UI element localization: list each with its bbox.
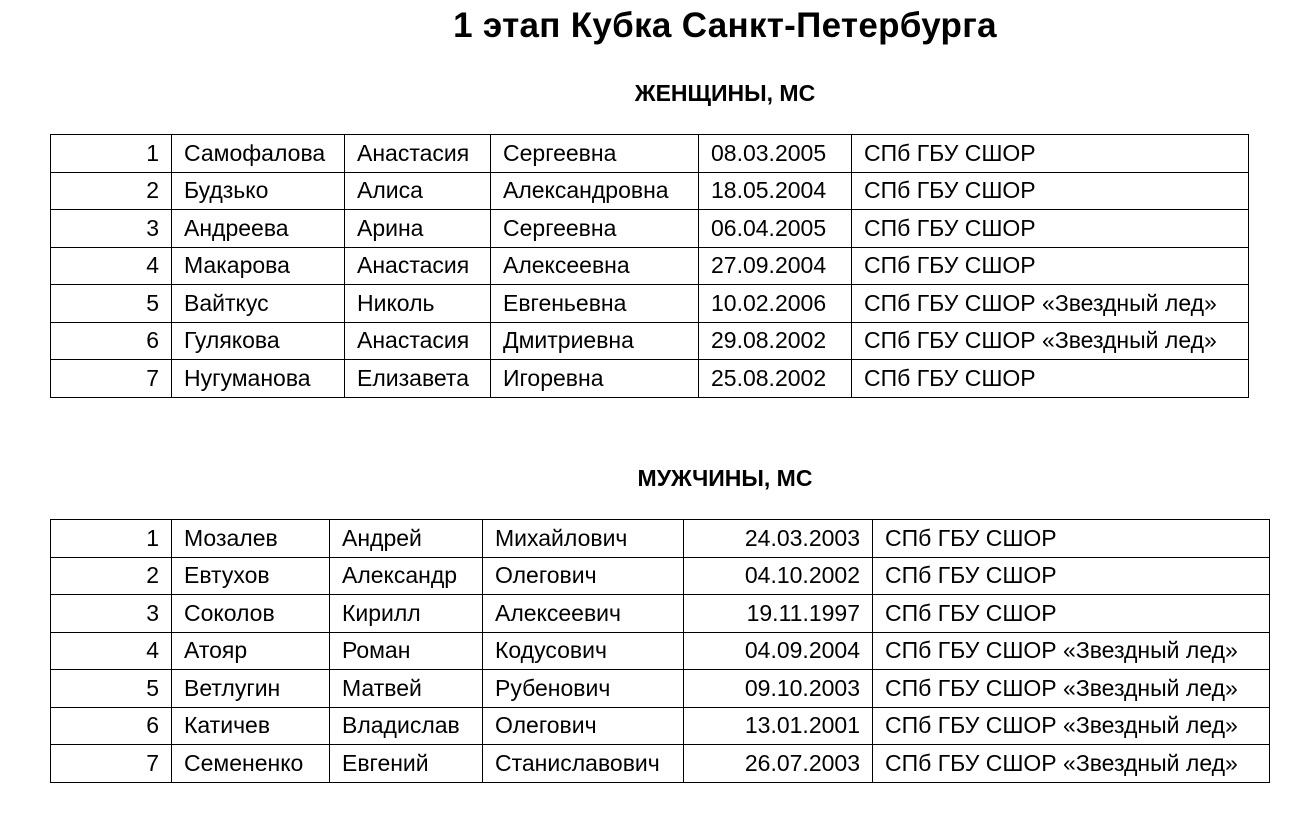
last-name-cell: Самофалова (172, 135, 345, 173)
first-name-cell: Анастасия (345, 247, 491, 285)
birth-date-cell: 29.08.2002 (699, 322, 852, 360)
last-name-cell: Андреева (172, 210, 345, 248)
patronymic-cell: Сергеевна (491, 135, 699, 173)
birth-date-cell: 25.08.2002 (699, 360, 852, 398)
birth-date-cell: 04.09.2004 (684, 632, 873, 670)
patronymic-cell: Александровна (491, 172, 699, 210)
last-name-cell: Евтухов (172, 557, 330, 595)
row-number: 7 (51, 745, 172, 783)
club-cell: СПб ГБУ СШОР (852, 247, 1249, 285)
last-name-cell: Будзько (172, 172, 345, 210)
birth-date-cell: 04.10.2002 (684, 557, 873, 595)
patronymic-cell: Алексеевич (483, 595, 684, 633)
men-roster-table (50, 519, 1270, 783)
birth-date-cell: 10.02.2006 (699, 285, 852, 323)
row-number: 4 (51, 247, 172, 285)
row-number: 4 (51, 632, 172, 670)
table-row (51, 135, 1249, 173)
first-name-cell: Евгений (330, 745, 483, 783)
row-number: 5 (51, 285, 172, 323)
club-cell: СПб ГБУ СШОР (873, 557, 1270, 595)
last-name-cell: Катичев (172, 707, 330, 745)
table-row (51, 360, 1249, 398)
row-number: 6 (51, 707, 172, 745)
table-row (51, 557, 1270, 595)
patronymic-cell: Игоревна (491, 360, 699, 398)
table-row (51, 285, 1249, 323)
club-cell: СПб ГБУ СШОР (852, 135, 1249, 173)
patronymic-cell: Евгеньевна (491, 285, 699, 323)
patronymic-cell: Алексеевна (491, 247, 699, 285)
table-row (51, 210, 1249, 248)
row-number: 2 (51, 557, 172, 595)
women-roster-table (50, 134, 1249, 398)
club-cell: СПб ГБУ СШОР (873, 520, 1270, 558)
first-name-cell: Анастасия (345, 322, 491, 360)
first-name-cell: Алиса (345, 172, 491, 210)
table-row (51, 322, 1249, 360)
patronymic-cell: Олегович (483, 707, 684, 745)
club-cell: СПб ГБУ СШОР (852, 172, 1249, 210)
birth-date-cell: 24.03.2003 (684, 520, 873, 558)
club-cell: СПб ГБУ СШОР «Звездный лед» (852, 285, 1249, 323)
club-cell: СПб ГБУ СШОР (852, 360, 1249, 398)
first-name-cell: Матвей (330, 670, 483, 708)
row-number: 6 (51, 322, 172, 360)
table-row (51, 595, 1270, 633)
last-name-cell: Ветлугин (172, 670, 330, 708)
patronymic-cell: Станиславович (483, 745, 684, 783)
birth-date-cell: 26.07.2003 (684, 745, 873, 783)
first-name-cell: Анастасия (345, 135, 491, 173)
first-name-cell: Кирилл (330, 595, 483, 633)
table-row (51, 707, 1270, 745)
row-number: 5 (51, 670, 172, 708)
row-number: 3 (51, 210, 172, 248)
last-name-cell: Гулякова (172, 322, 345, 360)
birth-date-cell: 19.11.1997 (684, 595, 873, 633)
first-name-cell: Арина (345, 210, 491, 248)
row-number: 1 (51, 520, 172, 558)
row-number: 3 (51, 595, 172, 633)
club-cell: СПб ГБУ СШОР (852, 210, 1249, 248)
club-cell: СПб ГБУ СШОР «Звездный лед» (873, 632, 1270, 670)
row-number: 2 (51, 172, 172, 210)
last-name-cell: Атояр (172, 632, 330, 670)
patronymic-cell: Олегович (483, 557, 684, 595)
table-row (51, 520, 1270, 558)
first-name-cell: Александр (330, 557, 483, 595)
table-row (51, 632, 1270, 670)
table-row (51, 670, 1270, 708)
last-name-cell: Семененко (172, 745, 330, 783)
patronymic-cell: Сергеевна (491, 210, 699, 248)
club-cell: СПб ГБУ СШОР (873, 595, 1270, 633)
women-section-heading: ЖЕНЩИНЫ, МС (634, 80, 816, 106)
men-section-heading: МУЖЧИНЫ, МС (637, 465, 813, 491)
birth-date-cell: 18.05.2004 (699, 172, 852, 210)
table-row (51, 247, 1249, 285)
patronymic-cell: Рубенович (483, 670, 684, 708)
birth-date-cell: 13.01.2001 (684, 707, 873, 745)
row-number: 7 (51, 360, 172, 398)
club-cell: СПб ГБУ СШОР «Звездный лед» (873, 707, 1270, 745)
club-cell: СПб ГБУ СШОР «Звездный лед» (852, 322, 1249, 360)
first-name-cell: Андрей (330, 520, 483, 558)
page-title: 1 этап Кубка Санкт-Петербурга (453, 6, 997, 45)
last-name-cell: Макарова (172, 247, 345, 285)
last-name-cell: Мозалев (172, 520, 330, 558)
first-name-cell: Роман (330, 632, 483, 670)
birth-date-cell: 27.09.2004 (699, 247, 852, 285)
table-row (51, 172, 1249, 210)
birth-date-cell: 09.10.2003 (684, 670, 873, 708)
last-name-cell: Соколов (172, 595, 330, 633)
men-roster-body (51, 520, 1270, 783)
birth-date-cell: 08.03.2005 (699, 135, 852, 173)
club-cell: СПб ГБУ СШОР «Звездный лед» (873, 670, 1270, 708)
last-name-cell: Нугуманова (172, 360, 345, 398)
patronymic-cell: Михайлович (483, 520, 684, 558)
last-name-cell: Вайткус (172, 285, 345, 323)
patronymic-cell: Дмитриевна (491, 322, 699, 360)
table-row (51, 745, 1270, 783)
first-name-cell: Елизавета (345, 360, 491, 398)
first-name-cell: Владислав (330, 707, 483, 745)
club-cell: СПб ГБУ СШОР «Звездный лед» (873, 745, 1270, 783)
first-name-cell: Николь (345, 285, 491, 323)
patronymic-cell: Кодусович (483, 632, 684, 670)
row-number: 1 (51, 135, 172, 173)
women-roster-body (51, 135, 1249, 398)
birth-date-cell: 06.04.2005 (699, 210, 852, 248)
